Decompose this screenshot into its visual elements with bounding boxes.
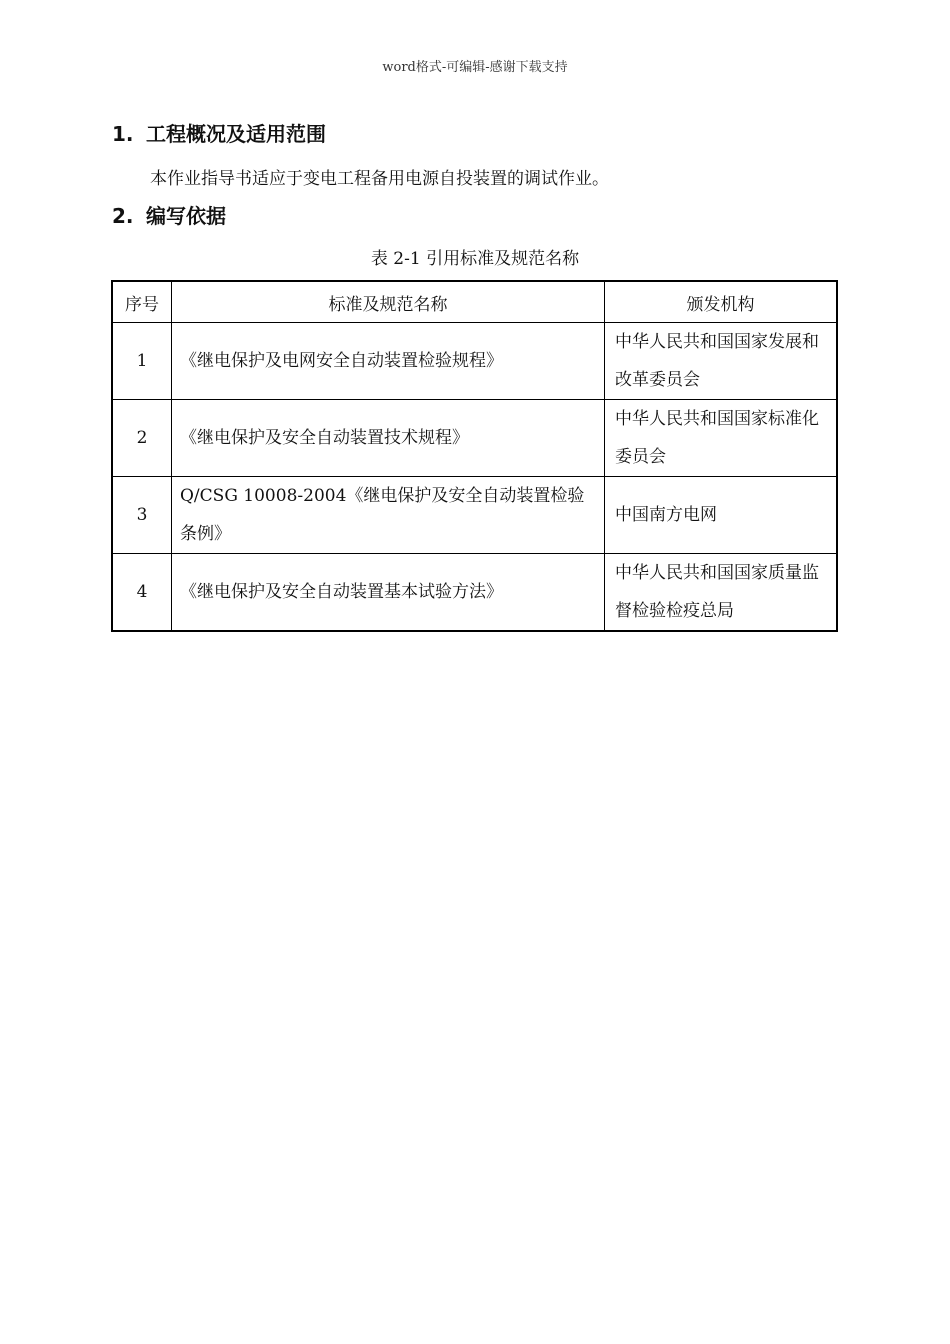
- body-paragraph: 本作业指导书适应于变电工程备用电源自投装置的调试作业。: [150, 169, 609, 189]
- table-header-row: [112, 281, 837, 323]
- header-org: 颁发机构: [605, 281, 838, 323]
- section-number: 1.: [112, 122, 134, 146]
- row-org: 中国南方电网: [605, 477, 838, 554]
- table-caption: 表 2-1 引用标准及规范名称: [370, 249, 580, 269]
- row-index: 3: [112, 477, 172, 554]
- row-index: 1: [112, 323, 172, 400]
- row-org: 中华人民共和国国家发展和改革委员会: [605, 323, 838, 400]
- row-org: 中华人民共和国国家质量监督检验检疫总局: [605, 554, 838, 632]
- page-header: word格式-可编辑-感谢下载支持: [382, 60, 568, 75]
- row-name: 《继电保护及电网安全自动装置检验规程》: [172, 323, 605, 400]
- table-row: [112, 323, 837, 400]
- row-name: 《继电保护及安全自动装置基本试验方法》: [172, 554, 605, 632]
- header-name: 标准及规范名称: [172, 281, 605, 323]
- row-index: 2: [112, 400, 172, 477]
- row-org: 中华人民共和国国家标准化委员会: [605, 400, 838, 477]
- table-row: [112, 477, 837, 554]
- section-heading-1: [112, 118, 326, 147]
- section-title: 工程概况及适用范围: [146, 122, 326, 146]
- header-index: 序号: [112, 281, 172, 323]
- standards-table: [111, 280, 838, 632]
- section-number: 2.: [112, 204, 134, 228]
- row-name: Q/CSG 10008-2004《继电保护及安全自动装置检验条例》: [172, 477, 605, 554]
- row-index: 4: [112, 554, 172, 632]
- table-row: [112, 554, 837, 632]
- section-heading-2: [112, 200, 226, 229]
- row-name: 《继电保护及安全自动装置技术规程》: [172, 400, 605, 477]
- table-row: [112, 400, 837, 477]
- section-title: 编写依据: [146, 204, 226, 228]
